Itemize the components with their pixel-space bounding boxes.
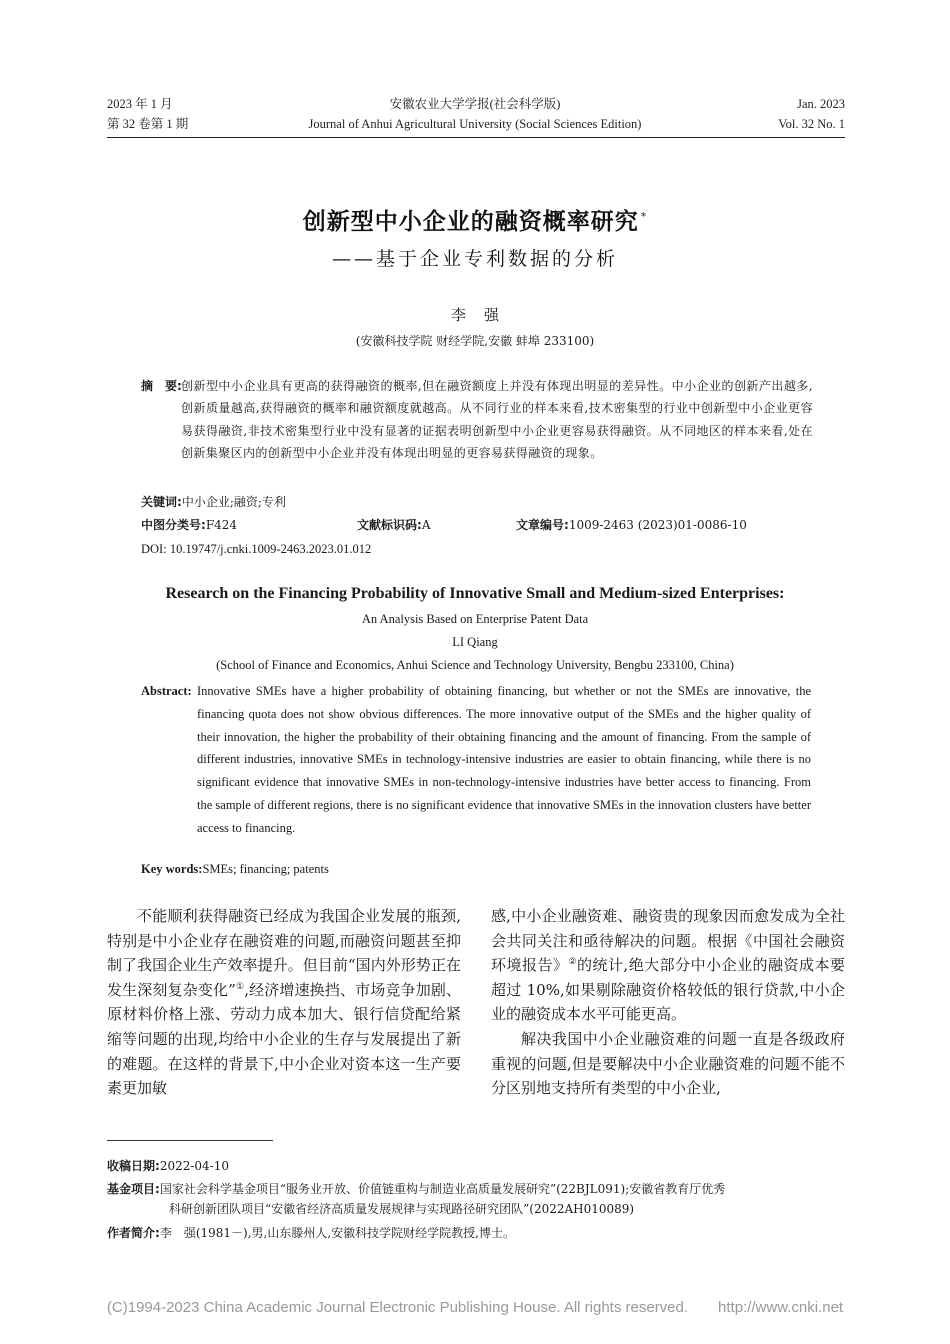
body-paragraph: 解决我国中小企业融资难的问题一直是各级政府重视的问题,但是要解决中小企业融资难的问题不能不分区别地支持所有类型的中小企业, — [491, 1029, 845, 1098]
body-paragraph — [107, 904, 461, 1101]
paper-title-text: 创新型中小企业的融资概率研究 — [302, 209, 639, 235]
body-column-right — [491, 904, 845, 1101]
header-date: 2023 年 1 月 — [107, 97, 173, 111]
doi: DOI: 10.19747/j.cnki.1009-2463.2023.01.012 — [141, 542, 372, 556]
keywords-cn-value: 中小企业;融资;专利 — [181, 495, 286, 509]
classification — [141, 515, 237, 535]
author-bio-label: 作者简介: — [107, 1226, 160, 1240]
abstract-en-label: Abstract: — [141, 684, 192, 698]
footnote-rule — [107, 1140, 273, 1141]
footnote-author — [107, 1224, 847, 1244]
english-title: Research on the Financing Probability of Innovative Small and Medium-sized Enterprises: — [165, 585, 785, 602]
header-right — [778, 94, 845, 134]
journal-name-en: Journal of Anhui Agricultural University (Social Sciences Edition) — [308, 117, 642, 131]
abstract-cn-text: 创新型中小企业具有更高的获得融资的概率,但在融资额度上并没有体现出明显的差异性。中小企业的创新产出越多,创新质量越高,获得融资的概率和融资额度就越高。从不同行业的样本来看,技术密集型的行业中创新型中小企业更容易获得融资,非技术密集型行业中没有显著的证据表明创新型中小企业更容易获得融资。从不同地区的样本来看,处在创新集聚区内的创新型中小企业并没有体现出明显的更容易获得融资的现象。 — [181, 379, 813, 461]
received-date: 2022-04-10 — [159, 1159, 229, 1173]
paper-subtitle: ——基于企业专利数据的分析 — [331, 248, 618, 270]
footnote-received — [107, 1157, 847, 1177]
header-center — [260, 94, 690, 134]
journal-name-cn: 安徽农业大学学报(社会科学版) — [389, 97, 561, 111]
keywords-cn — [141, 492, 286, 512]
abstract-cn — [141, 375, 813, 465]
classification-label: 中图分类号: — [141, 518, 206, 532]
english-affiliation: (School of Finance and Economics, Anhui Science and Technology University, Bengbu 233100, China) — [216, 658, 734, 672]
abstract-en-text: Innovative SMEs have a higher probability of obtaining financing, but whether or not the SMEs are innovative, the financing quota does not show obvious differences. The more innovative output of the SMEs and the higher quality of their innovation, the higher the probability of their obtaining financing and the amount of financing. From the sample of different industries, innovative SMEs in technology-intensive industries are easier to obtain financing, while there is no significant evidence that innovative SMEs in non-technology-intensive industries have better access to financing. From the sample of different regions, there is no significant evidence that innovative SMEs in the innovation clusters have better access to financing. — [197, 684, 811, 835]
article-number — [516, 515, 747, 535]
footnote-funding — [107, 1180, 847, 1219]
abstract-cn-label: 摘 要: — [141, 379, 182, 393]
body-text: 不能顺利获得融资已经成为我国企业发展的瓶颈,特别是中小企业存在融资难的问题,而融资问题甚至抑制了我国企业生产效率提升。但目前“国内外形势正在发生深刻复杂变化” — [107, 907, 461, 999]
header-left — [107, 94, 188, 134]
paper-title — [0, 203, 950, 236]
document-code-value: A — [421, 518, 431, 532]
title-footnote-marker: * — [640, 210, 648, 224]
copyright-watermark: (C)1994-2023 China Academic Journal Electronic Publishing House. All rights reserved. http://www.cnki.net — [106, 1299, 844, 1316]
document-code-label: 文献标识码: — [357, 518, 422, 532]
body-text: 的统计,绝大部分中小企业的融资成本要超过 10%,如果剔除融资价格较低的银行贷款,中小企业的融资成本水平可能更高。 — [491, 956, 845, 1024]
author-name: 李强 — [450, 306, 517, 324]
funding-label: 基金项目: — [107, 1182, 160, 1196]
footnote-ref: ② — [568, 957, 577, 968]
article-number-label: 文章编号: — [516, 518, 569, 532]
body-paragraph — [491, 904, 845, 1027]
header-volume-en: Vol. 32 No. 1 — [778, 117, 845, 131]
classification-value: F424 — [205, 518, 238, 532]
header-date-en: Jan. 2023 — [797, 97, 845, 111]
keywords-en — [141, 862, 329, 877]
author-affiliation: (安徽科技学院 财经学院,安徽 蚌埠 233100) — [355, 334, 595, 348]
keywords-cn-label: 关键词: — [141, 495, 182, 509]
funding-line-1: 国家社会科学基金项目“服务业开放、价值链重构与制造业高质量发展研究”(22BJL091);安徽省教育厅优秀 — [159, 1182, 726, 1196]
english-author: LI Qiang — [452, 635, 498, 649]
body-text: 感,中小企业融资难、融资贵的现象因而愈发成为全社会共同关注和亟待解决的问题。根据《中国社会融资环境报告》 — [491, 907, 845, 975]
abstract-en — [141, 680, 811, 840]
body-text: ,经济增速换挡、市场竞争加剧、原材料价格上涨、劳动力成本加大、银行信贷配给紧缩等问题的出现,均给中小企业的生存与发展提出了新的难题。在这样的背景下,中小企业对资本这一生产要素更加敏 — [107, 980, 461, 1098]
header-volume: 第 32 卷第 1 期 — [107, 117, 189, 131]
article-number-value: 1009-2463 (2023)01-0086-10 — [568, 518, 747, 532]
author-bio: 李 强(1981－),男,山东滕州人,安徽科技学院财经学院教授,博士。 — [159, 1226, 515, 1240]
keywords-en-label: Key words: — [141, 862, 203, 876]
body-column-left — [107, 904, 461, 1101]
received-label: 收稿日期: — [107, 1159, 160, 1173]
funding-line-2: 科研创新团队项目“安徽省经济高质量发展规律与实现路径研究团队”(2022AH010089) — [169, 1201, 635, 1216]
header-rule — [107, 137, 845, 138]
keywords-en-value: SMEs; financing; patents — [202, 862, 329, 876]
footnote-ref: ① — [235, 981, 245, 992]
document-code — [357, 515, 430, 535]
english-subtitle: An Analysis Based on Enterprise Patent Data — [361, 612, 589, 626]
